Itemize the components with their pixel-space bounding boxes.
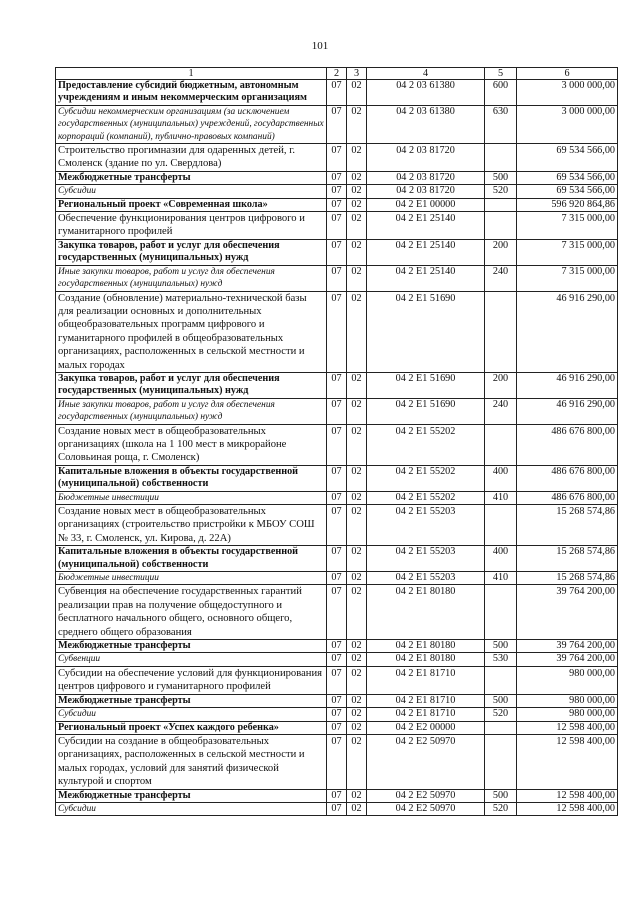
cell-name: Региональный проект «Успех каждого ребенка» [56, 721, 327, 734]
cell-name: Капитальные вложения в объекты государственной (муниципальной) собственности [56, 465, 327, 491]
cell-subsection: 02 [347, 572, 367, 585]
table-row [56, 291, 618, 372]
cell-subsection: 02 [347, 185, 367, 198]
cell-amount: 7 315 000,00 [517, 212, 618, 240]
cell-amount: 980 000,00 [517, 666, 618, 694]
cell-name: Закупка товаров, работ и услуг для обеспечения государственных (муниципальных) нужд [56, 239, 327, 265]
cell-amount: 12 598 400,00 [517, 789, 618, 802]
cell-amount: 46 916 290,00 [517, 398, 618, 424]
cell-target-code: 04 2 E1 00000 [367, 198, 485, 211]
cell-expense-type [485, 144, 517, 172]
table-row [56, 105, 618, 143]
cell-section: 07 [327, 789, 347, 802]
cell-amount: 7 315 000,00 [517, 239, 618, 265]
cell-expense-type [485, 505, 517, 546]
table-row [56, 239, 618, 265]
cell-expense-type [485, 734, 517, 789]
cell-section: 07 [327, 734, 347, 789]
cell-amount: 486 676 800,00 [517, 424, 618, 465]
cell-section: 07 [327, 491, 347, 504]
table-row [56, 572, 618, 585]
cell-name: Межбюджетные трансферты [56, 789, 327, 802]
table-row [56, 708, 618, 721]
cell-amount: 7 315 000,00 [517, 265, 618, 291]
table-row [56, 144, 618, 172]
cell-target-code: 04 2 E1 55203 [367, 546, 485, 572]
cell-expense-type: 400 [485, 546, 517, 572]
table-row [56, 372, 618, 398]
cell-target-code: 04 2 03 61380 [367, 80, 485, 106]
table-row [56, 666, 618, 694]
cell-section: 07 [327, 212, 347, 240]
cell-expense-type: 240 [485, 265, 517, 291]
cell-section: 07 [327, 185, 347, 198]
cell-section: 07 [327, 291, 347, 372]
cell-amount: 46 916 290,00 [517, 291, 618, 372]
cell-subsection: 02 [347, 802, 367, 815]
cell-expense-type [485, 721, 517, 734]
cell-section: 07 [327, 171, 347, 184]
cell-name: Предоставление субсидий бюджетным, автономным учреждениям и иным некоммерческим организациям [56, 80, 327, 106]
cell-section: 07 [327, 398, 347, 424]
cell-name: Межбюджетные трансферты [56, 640, 327, 653]
column-header: 2 [327, 68, 347, 80]
cell-expense-type: 500 [485, 694, 517, 707]
cell-amount: 980 000,00 [517, 708, 618, 721]
table-row [56, 653, 618, 666]
cell-amount: 980 000,00 [517, 694, 618, 707]
table-row [56, 198, 618, 211]
cell-expense-type: 630 [485, 105, 517, 143]
cell-expense-type [485, 198, 517, 211]
table-row [56, 212, 618, 240]
cell-target-code: 04 2 E1 25140 [367, 239, 485, 265]
cell-subsection: 02 [347, 734, 367, 789]
table-row [56, 171, 618, 184]
cell-expense-type: 500 [485, 789, 517, 802]
cell-subsection: 02 [347, 546, 367, 572]
cell-name: Субсидии на создание в общеобразовательных организациях, расположенных в сельской местности и малых городах, условий для занятий физической культурой и спортом [56, 734, 327, 789]
cell-name: Обеспечение функционирования центров цифрового и гуманитарного профилей [56, 212, 327, 240]
cell-section: 07 [327, 640, 347, 653]
cell-section: 07 [327, 465, 347, 491]
cell-target-code: 04 2 E1 55203 [367, 572, 485, 585]
table-row [56, 80, 618, 106]
cell-section: 07 [327, 105, 347, 143]
cell-section: 07 [327, 198, 347, 211]
cell-target-code: 04 2 E1 80180 [367, 653, 485, 666]
cell-section: 07 [327, 802, 347, 815]
cell-name: Создание новых мест в общеобразовательных организациях (строительство пристройки к МБОУ СОШ № 33, г. Смоленск, ул. Кирова, д. 22А) [56, 505, 327, 546]
table-row [56, 789, 618, 802]
table-row [56, 734, 618, 789]
budget-table [55, 67, 618, 816]
cell-target-code: 04 2 E1 25140 [367, 212, 485, 240]
column-header: 3 [347, 68, 367, 80]
cell-amount: 12 598 400,00 [517, 802, 618, 815]
cell-subsection: 02 [347, 666, 367, 694]
cell-target-code: 04 2 E1 55202 [367, 465, 485, 491]
cell-section: 07 [327, 80, 347, 106]
table-row [56, 546, 618, 572]
cell-section: 07 [327, 265, 347, 291]
cell-name: Создание (обновление) материально-технической базы для реализации основных и дополнительных общеобразовательных программ цифрового и гуманитарного профилей в общеобразовательных организациях, расположенных в сельской местности и малых городах [56, 291, 327, 372]
cell-expense-type: 600 [485, 80, 517, 106]
cell-expense-type [485, 585, 517, 640]
cell-target-code: 04 2 E1 55202 [367, 491, 485, 504]
cell-name: Межбюджетные трансферты [56, 171, 327, 184]
cell-section: 07 [327, 666, 347, 694]
table-row [56, 185, 618, 198]
cell-target-code: 04 2 E1 55203 [367, 505, 485, 546]
table-row [56, 465, 618, 491]
table-row [56, 721, 618, 734]
cell-expense-type: 200 [485, 372, 517, 398]
cell-expense-type: 410 [485, 491, 517, 504]
cell-expense-type [485, 666, 517, 694]
cell-expense-type: 520 [485, 185, 517, 198]
cell-subsection: 02 [347, 721, 367, 734]
table-row [56, 505, 618, 546]
cell-expense-type: 520 [485, 802, 517, 815]
cell-subsection: 02 [347, 694, 367, 707]
cell-target-code: 04 2 E1 81710 [367, 708, 485, 721]
cell-subsection: 02 [347, 291, 367, 372]
table-row [56, 585, 618, 640]
cell-expense-type [485, 212, 517, 240]
cell-amount: 69 534 566,00 [517, 185, 618, 198]
table-row [56, 640, 618, 653]
cell-name: Субвенции [56, 653, 327, 666]
cell-name: Региональный проект «Современная школа» [56, 198, 327, 211]
cell-subsection: 02 [347, 640, 367, 653]
cell-subsection: 02 [347, 265, 367, 291]
cell-target-code: 04 2 E1 80180 [367, 585, 485, 640]
cell-amount: 39 764 200,00 [517, 653, 618, 666]
cell-amount: 3 000 000,00 [517, 80, 618, 106]
cell-expense-type: 500 [485, 640, 517, 653]
cell-name: Капитальные вложения в объекты государственной (муниципальной) собственности [56, 546, 327, 572]
column-header: 1 [56, 68, 327, 80]
cell-target-code: 04 2 E2 00000 [367, 721, 485, 734]
cell-expense-type: 400 [485, 465, 517, 491]
cell-subsection: 02 [347, 789, 367, 802]
cell-subsection: 02 [347, 80, 367, 106]
cell-name: Бюджетные инвестиции [56, 491, 327, 504]
cell-name: Субсидии некоммерческим организациям (за исключением государственных (муниципальных) учреждений, государственных корпораций (компаний), публично-правовых компаний) [56, 105, 327, 143]
cell-subsection: 02 [347, 239, 367, 265]
cell-subsection: 02 [347, 491, 367, 504]
cell-section: 07 [327, 372, 347, 398]
cell-name: Иные закупки товаров, работ и услуг для обеспечения государственных (муниципальных) нужд [56, 398, 327, 424]
cell-amount: 15 268 574,86 [517, 546, 618, 572]
cell-name: Строительство прогимназии для одаренных детей, г. Смоленск (здание по ул. Свердлова) [56, 144, 327, 172]
cell-section: 07 [327, 505, 347, 546]
cell-section: 07 [327, 239, 347, 265]
cell-subsection: 02 [347, 372, 367, 398]
cell-section: 07 [327, 144, 347, 172]
table-row [56, 424, 618, 465]
cell-target-code: 04 2 E1 80180 [367, 640, 485, 653]
cell-subsection: 02 [347, 653, 367, 666]
cell-expense-type: 240 [485, 398, 517, 424]
cell-amount: 39 764 200,00 [517, 585, 618, 640]
cell-target-code: 04 2 E1 51690 [367, 372, 485, 398]
table-row [56, 694, 618, 707]
cell-amount: 596 920 864,86 [517, 198, 618, 211]
cell-name: Создание новых мест в общеобразовательных организациях (школа на 1 100 мест в микрорайоне Соловьиная роща, г. Смоленск) [56, 424, 327, 465]
cell-subsection: 02 [347, 171, 367, 184]
cell-target-code: 04 2 E1 55202 [367, 424, 485, 465]
cell-amount: 486 676 800,00 [517, 465, 618, 491]
page-number: 101 [311, 40, 329, 52]
cell-target-code: 04 2 E1 81710 [367, 666, 485, 694]
cell-amount: 15 268 574,86 [517, 572, 618, 585]
cell-expense-type: 500 [485, 171, 517, 184]
cell-subsection: 02 [347, 105, 367, 143]
cell-name: Субвенция на обеспечение государственных гарантий реализации прав на получение общедоступного и бесплатного начального общего, основного общего, среднего общего образования [56, 585, 327, 640]
cell-amount: 69 534 566,00 [517, 171, 618, 184]
cell-expense-type [485, 424, 517, 465]
cell-name: Бюджетные инвестиции [56, 572, 327, 585]
table-row [56, 802, 618, 815]
cell-name: Субсидии на обеспечение условий для функционирования центров цифрового и гуманитарного профилей [56, 666, 327, 694]
cell-subsection: 02 [347, 424, 367, 465]
cell-name: Субсидии [56, 802, 327, 815]
cell-section: 07 [327, 424, 347, 465]
table-row [56, 491, 618, 504]
cell-section: 07 [327, 721, 347, 734]
cell-target-code: 04 2 E2 50970 [367, 802, 485, 815]
cell-name: Субсидии [56, 708, 327, 721]
cell-subsection: 02 [347, 585, 367, 640]
cell-expense-type [485, 291, 517, 372]
cell-section: 07 [327, 546, 347, 572]
cell-target-code: 04 2 E1 51690 [367, 291, 485, 372]
cell-target-code: 04 2 03 61380 [367, 105, 485, 143]
cell-amount: 12 598 400,00 [517, 734, 618, 789]
cell-name: Субсидии [56, 185, 327, 198]
cell-name: Иные закупки товаров, работ и услуг для обеспечения государственных (муниципальных) нужд [56, 265, 327, 291]
cell-name: Закупка товаров, работ и услуг для обеспечения государственных (муниципальных) нужд [56, 372, 327, 398]
cell-amount: 12 598 400,00 [517, 721, 618, 734]
cell-subsection: 02 [347, 505, 367, 546]
cell-section: 07 [327, 694, 347, 707]
cell-amount: 486 676 800,00 [517, 491, 618, 504]
cell-target-code: 04 2 E2 50970 [367, 789, 485, 802]
cell-subsection: 02 [347, 398, 367, 424]
cell-target-code: 04 2 E1 51690 [367, 398, 485, 424]
table-body [56, 80, 618, 816]
cell-expense-type: 410 [485, 572, 517, 585]
cell-amount: 15 268 574,86 [517, 505, 618, 546]
cell-target-code: 04 2 03 81720 [367, 144, 485, 172]
table-row [56, 398, 618, 424]
cell-subsection: 02 [347, 708, 367, 721]
table-row [56, 265, 618, 291]
cell-subsection: 02 [347, 465, 367, 491]
cell-target-code: 04 2 03 81720 [367, 185, 485, 198]
cell-target-code: 04 2 E1 81710 [367, 694, 485, 707]
column-header: 6 [517, 68, 618, 80]
cell-subsection: 02 [347, 212, 367, 240]
cell-target-code: 04 2 03 81720 [367, 171, 485, 184]
cell-amount: 69 534 566,00 [517, 144, 618, 172]
cell-subsection: 02 [347, 144, 367, 172]
cell-expense-type: 200 [485, 239, 517, 265]
cell-target-code: 04 2 E1 25140 [367, 265, 485, 291]
cell-section: 07 [327, 572, 347, 585]
cell-amount: 39 764 200,00 [517, 640, 618, 653]
cell-subsection: 02 [347, 198, 367, 211]
cell-section: 07 [327, 585, 347, 640]
cell-section: 07 [327, 708, 347, 721]
column-header: 5 [485, 68, 517, 80]
cell-expense-type: 520 [485, 708, 517, 721]
cell-section: 07 [327, 653, 347, 666]
cell-amount: 3 000 000,00 [517, 105, 618, 143]
column-header: 4 [367, 68, 485, 80]
cell-expense-type: 530 [485, 653, 517, 666]
table-header-row [56, 68, 618, 80]
cell-name: Межбюджетные трансферты [56, 694, 327, 707]
cell-target-code: 04 2 E2 50970 [367, 734, 485, 789]
cell-amount: 46 916 290,00 [517, 372, 618, 398]
